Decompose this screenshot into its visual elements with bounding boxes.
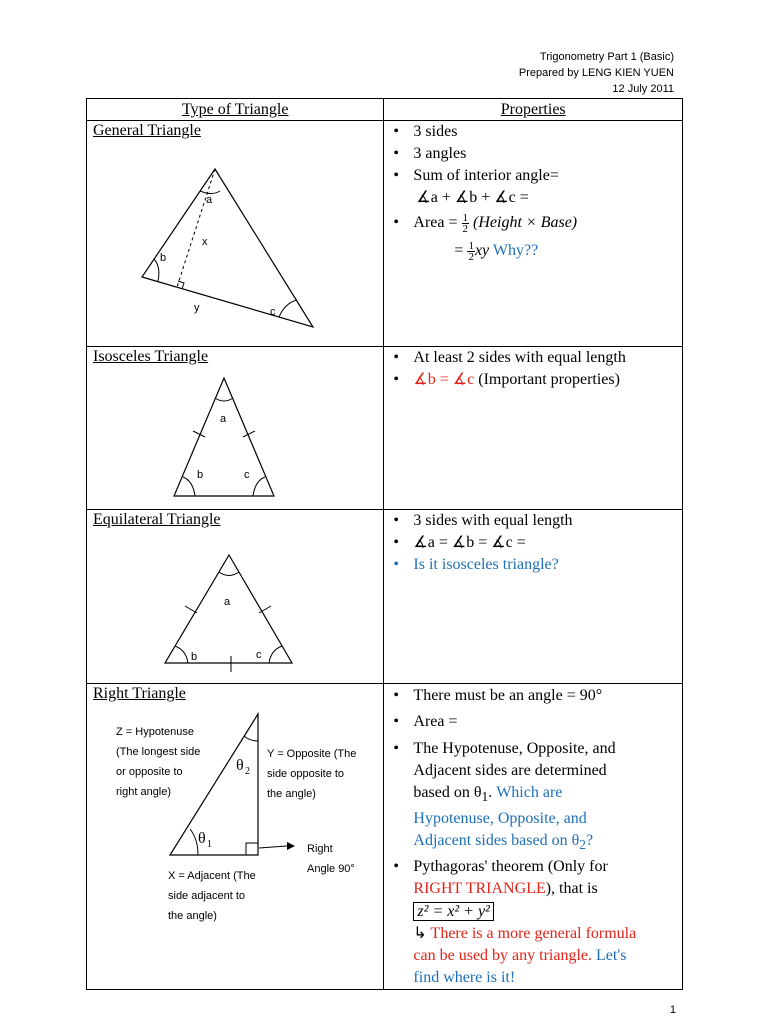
label-c: c [270, 306, 276, 318]
arrow-icon: ↳ [413, 925, 427, 943]
hypotenuse-line: Z = Hypotenuse [116, 726, 194, 738]
property-item: • Area = [384, 708, 682, 736]
fraction-denominator: 2 [468, 250, 474, 263]
document-header [519, 49, 674, 97]
hypotenuse-line: right angle) [116, 786, 172, 798]
important-note: (Important properties) [474, 371, 620, 388]
header-date: 12 July 2011 [612, 83, 674, 95]
based-on-text: based on θ [413, 784, 482, 801]
isosceles-triangle-cell [87, 347, 384, 510]
pythagoras-formula-row [413, 901, 682, 923]
note-text: find where is it! [413, 969, 516, 987]
property-item: • At least 2 sides with equal length [384, 347, 682, 369]
equilateral-triangle-cell [87, 510, 384, 684]
question-text: Hypotenuse, Opposite, and [413, 810, 587, 828]
table-row-right [87, 684, 683, 990]
area-formula [384, 209, 682, 237]
property-item: • 3 sides with equal length [384, 510, 682, 532]
hypotenuse-text: • The Hypotenuse, Opposite, and [413, 740, 616, 757]
fraction-half [467, 241, 475, 262]
question-mark: ? [585, 832, 594, 850]
general-formula-note [384, 923, 682, 989]
angle-sum-text: ∡a + ∡b + ∡c = [416, 189, 529, 206]
angle-sum-formula [384, 187, 682, 209]
label-x: x [202, 236, 208, 248]
hypotenuse-line: (The longest side [116, 746, 201, 758]
property-item: • Sum of interior angle= [384, 165, 682, 187]
property-item: • There must be an angle = 90° [384, 684, 682, 708]
label-a: a [206, 194, 213, 206]
right-angle-label [307, 839, 355, 879]
question-text [413, 830, 682, 856]
opposite-line: side opposite to [267, 768, 345, 780]
table-row-general [87, 121, 683, 347]
general-triangle-cell [87, 121, 384, 347]
page-number: 1 [669, 1004, 676, 1016]
adjacent-line: side adjacent to [168, 890, 246, 902]
property-item: • Is it isosceles triangle? [384, 554, 682, 576]
label-a: a [224, 596, 231, 608]
adjacent-label [168, 866, 256, 926]
isosceles-triangle-diagram [87, 347, 384, 510]
why-question: Why?? [492, 242, 539, 259]
adjacent-line: the angle) [168, 910, 217, 922]
theta-1-symbol: θ [198, 830, 206, 847]
area-label: Area = [413, 214, 458, 231]
right-triangle-cell [87, 684, 384, 990]
right-triangle-emphasis: RIGHT TRIANGLE [413, 880, 546, 898]
question-text: Which are [496, 784, 563, 801]
period: . [488, 784, 497, 801]
property-item: • ∡a = ∡b = ∡c = [384, 532, 682, 554]
general-properties-cell [384, 121, 683, 347]
right-properties-list [384, 684, 682, 989]
isosceles-properties-cell [384, 347, 683, 510]
note-text: Let's [592, 947, 627, 965]
table-row-isosceles [87, 347, 683, 510]
equilateral-triangle-diagram [87, 510, 384, 684]
theta-1-subscript: 1 [207, 839, 212, 850]
pythagoras-fragment: ), that is [545, 880, 598, 898]
note-text: can be used by any triangle. [413, 947, 593, 965]
opposite-line: the angle) [267, 788, 316, 800]
fraction-denominator: 2 [462, 222, 469, 235]
header-title: Trigonometry Part 1 (Basic) [539, 51, 674, 63]
opposite-line: Y = Opposite (The [267, 748, 357, 760]
isosceles-triangle-title: Isosceles Triangle [93, 348, 209, 365]
property-item [384, 369, 682, 391]
label-b: b [197, 469, 204, 481]
right-angle-line: Angle 90° [307, 863, 355, 875]
general-properties-list [384, 121, 682, 265]
property-item [384, 738, 682, 856]
theta-2-subscript: 2 [245, 766, 250, 777]
adjacent-line: X = Adjacent (The [168, 870, 256, 882]
theta-subscript: 2 [579, 837, 586, 853]
general-triangle-diagram [87, 121, 384, 347]
column-header-type: Type of Triangle [87, 99, 384, 121]
opposite-label [267, 744, 356, 804]
hypotenuse-label [116, 722, 200, 802]
pythagoras-text [413, 878, 682, 900]
question-fragment: Adjacent sides based on θ [413, 832, 580, 850]
equilateral-properties-cell [384, 510, 683, 684]
right-angle-line: Right [307, 843, 333, 855]
label-y: y [194, 302, 200, 314]
triangle-table [86, 98, 683, 990]
area-expression: (Height × Base) [473, 214, 578, 231]
label-b: b [160, 252, 167, 264]
area-formula-2 [384, 237, 682, 265]
header-author: Prepared by LENG KIEN YUEN [518, 67, 674, 79]
right-properties-cell [384, 684, 683, 990]
label-c: c [256, 649, 262, 661]
isosceles-properties-list [384, 347, 682, 391]
fraction-numerator: 1 [462, 211, 469, 224]
pythagoras-text: • Pythagoras' theorem (Only for [413, 858, 608, 876]
hypotenuse-text [413, 782, 682, 808]
equal-angles-text: ∡b = ∡c [413, 371, 475, 388]
pythagoras-formula: z² = x² + y² [413, 902, 493, 921]
equals-sign: = [454, 242, 464, 259]
hypotenuse-line: or opposite to [116, 766, 183, 778]
equilateral-triangle-title: Equilateral Triangle [93, 511, 221, 528]
theta-subscript: 1 [481, 789, 489, 805]
label-b: b [191, 651, 198, 663]
property-item: • 3 sides [384, 121, 682, 143]
general-triangle-title: General Triangle [93, 122, 201, 139]
right-triangle-title: Right Triangle [93, 685, 186, 702]
column-header-properties: Properties [384, 99, 683, 121]
table-header-row [87, 99, 683, 121]
fraction-half [462, 213, 470, 234]
note-text: There is a more general formula [426, 925, 637, 943]
table-row-equilateral [87, 510, 683, 684]
property-item: • 3 angles [384, 143, 682, 165]
label-a: a [220, 413, 227, 425]
label-c: c [244, 469, 250, 481]
theta-2-symbol: θ [236, 757, 244, 774]
xy-term: xy [474, 242, 490, 259]
property-item [384, 856, 682, 923]
hypotenuse-text: Adjacent sides are determined [413, 762, 607, 779]
equilateral-properties-list [384, 510, 682, 576]
fraction-numerator: 1 [468, 239, 474, 252]
